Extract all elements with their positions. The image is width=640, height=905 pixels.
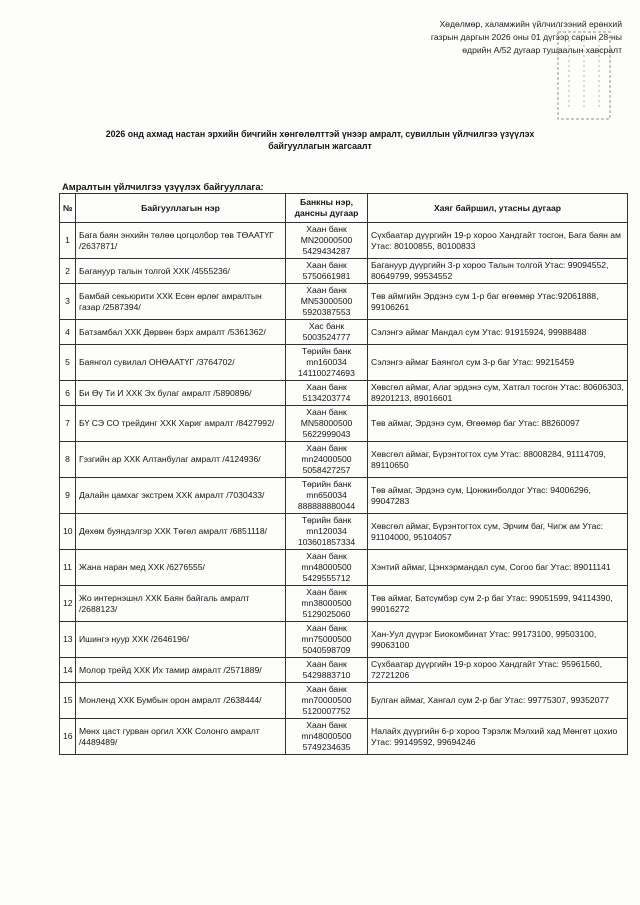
address-phone: Төв аймаг, Батсүмбэр сум 2-р баг Утас: 99051599, 94114390, 99016272: [368, 586, 628, 622]
bank-account: [286, 381, 368, 406]
organization-name: Бамбай секьюрити ХХК Есөн өрлөг амралтын газар /2587394/: [76, 284, 286, 320]
approval-line-1: Хөдөлмөр, халамжийн үйлчилгээний ерөнхий: [439, 19, 622, 29]
account-line: mn650034: [306, 490, 347, 500]
header-bank: Банкны нэр, дансны дугаар: [286, 194, 368, 223]
bank-account: [286, 223, 368, 259]
row-number: 11: [60, 550, 76, 586]
bank-name: Төрийн банк: [301, 346, 352, 356]
bank-name: Төрийн банк: [301, 479, 352, 489]
bank-account: [286, 320, 368, 345]
approval-line-3: өдрийн А/52 дугаар тушаалын хавсралт: [462, 45, 622, 55]
document-title: [60, 128, 580, 152]
row-number: 13: [60, 622, 76, 658]
bank-name: Хаан банк: [306, 659, 347, 669]
row-number: 3: [60, 284, 76, 320]
address-phone: Хөвсгөл аймаг, Бүрэнтогтох сум Утас: 88008284, 91114709, 89110650: [368, 442, 628, 478]
organization-name: Батзамбал ХХК Дөрвөн бэрх амралт /5361362/: [76, 320, 286, 345]
account-line: 5429555712: [302, 573, 351, 583]
address-phone: Сэлэнгэ аймаг Мандал сум Утас: 91915924, 99988488: [368, 320, 628, 345]
organization-name: Далайн цамхаг экстрем ХХК амралт /7030433/: [76, 478, 286, 514]
account-line: MN53000500: [300, 296, 353, 306]
bank-name: Төрийн банк: [301, 515, 352, 525]
account-line: 103601857334: [297, 537, 356, 547]
organization-name: БҮ СЭ СО трейдинг ХХК Хариг амралт /8427992/: [76, 406, 286, 442]
row-number: 6: [60, 381, 76, 406]
address-phone: Хан-Уул дүүрэг Биокомбинат Утас: 99173100, 99503100, 99063100: [368, 622, 628, 658]
account-line: mn38000500: [301, 598, 352, 608]
table-row: [60, 259, 628, 284]
row-number: 2: [60, 259, 76, 284]
table-body: [60, 223, 628, 755]
account-line: mn75000500: [301, 634, 352, 644]
bank-name: Хаан банк: [306, 443, 347, 453]
section-title: Амралтын үйлчилгээ үзүүлэх байгууллага:: [62, 181, 264, 192]
table-row: [60, 478, 628, 514]
address-phone: Төв аймгийн Эрдэнэ сум 1-р баг өгөөмөр Утас:92061888, 99106261: [368, 284, 628, 320]
bank-account: [286, 550, 368, 586]
table-row: [60, 223, 628, 259]
address-phone: Багануур дүүргийн 3-р хороо Талын толгой Утас: 99094552, 80649799, 99534552: [368, 259, 628, 284]
account-line: 5750661981: [302, 271, 351, 281]
table-row: [60, 586, 628, 622]
stamp-icon: [554, 28, 614, 123]
bank-name: Хас банк: [308, 321, 345, 331]
bank-account: [286, 719, 368, 755]
address-phone: Булган аймаг, Хангал сум 2-р баг Утас: 99775307, 99352077: [368, 683, 628, 719]
account-line: MN58000500: [300, 418, 353, 428]
address-phone: Сэлэнгэ аймаг Баянгол сум 3-р баг Утас: 99215459: [368, 345, 628, 381]
row-number: 4: [60, 320, 76, 345]
row-number: 12: [60, 586, 76, 622]
bank-account: [286, 345, 368, 381]
bank-name: Хаан банк: [306, 382, 347, 392]
bank-name: Хаан банк: [306, 587, 347, 597]
bank-account: [286, 284, 368, 320]
account-line: 5749234635: [302, 742, 351, 752]
address-phone: Сүхбаатар дүүргийн 19-р хороо Хандгайт тосгон, Бага баян ам Утас: 80100855, 80100833: [368, 223, 628, 259]
bank-account: [286, 586, 368, 622]
account-line: 5058427257: [302, 465, 351, 475]
document-title-line-1: 2026 онд ахмад настан эрхийн бичгийн хөнгөлөлттэй үнээр амралт, сувиллын үйлчилгээ үзүүлэх: [105, 129, 535, 139]
organization-name: Гэзгийн ар ХХК Алтанбулаг амралт /4124936/: [76, 442, 286, 478]
table-row: [60, 683, 628, 719]
row-number: 16: [60, 719, 76, 755]
row-number: 14: [60, 658, 76, 683]
address-phone: Хэнтий аймаг, Цэнхэрмандал сум, Согоо баг Утас: 89011141: [368, 550, 628, 586]
bank-account: [286, 478, 368, 514]
account-line: 5429883710: [302, 670, 351, 680]
organization-name: Мөнх цаст гурван оргил ХХК Солонго амралт /4489489/: [76, 719, 286, 755]
organization-name: Бага баян энхийн төлөө цогцолбор төв ТӨААТҮГ /2637871/: [76, 223, 286, 259]
table-row: [60, 284, 628, 320]
bank-name: Хаан банк: [306, 623, 347, 633]
table-row: [60, 622, 628, 658]
account-line: MN20000500: [300, 235, 353, 245]
account-line: mn48000500: [301, 731, 352, 741]
table-header-row: [60, 194, 628, 223]
approval-line-2: газрын даргын 2026 оны 01 дүгээр сарын 28-ны: [430, 32, 622, 42]
bank-account: [286, 406, 368, 442]
account-line: 5429434287: [302, 246, 351, 256]
table-row: [60, 550, 628, 586]
table-row: [60, 442, 628, 478]
organization-name: Жана наран мед ХХК /6276555/: [76, 550, 286, 586]
account-line: 5129025060: [302, 609, 351, 619]
header-address: Хаяг байршил, утасны дугаар: [368, 194, 628, 223]
account-line: 5134203774: [302, 393, 351, 403]
table-row: [60, 381, 628, 406]
bank-account: [286, 622, 368, 658]
bank-name: Хаан банк: [306, 720, 347, 730]
document-title-line-2: байгууллагын жагсаалт: [268, 141, 372, 151]
bank-account: [286, 259, 368, 284]
organization-name: Дөхөм буяндэлгэр ХХК Төгөл амралт /6851118/: [76, 514, 286, 550]
bank-name: Хаан банк: [306, 285, 347, 295]
row-number: 15: [60, 683, 76, 719]
organization-name: Ишингэ нуур ХХК /2646196/: [76, 622, 286, 658]
row-number: 7: [60, 406, 76, 442]
account-line: mn70000500: [301, 695, 352, 705]
organization-name: Жо интернэшнл ХХК Баян байгаль амралт /2688123/: [76, 586, 286, 622]
table-row: [60, 658, 628, 683]
account-line: 141100274693: [298, 368, 355, 378]
account-line: 5120007752: [302, 706, 351, 716]
account-line: mn120034: [306, 526, 347, 536]
account-line: 5040598709: [302, 645, 351, 655]
address-phone: Сүхбаатар дүүргийн 19-р хороо Хандгайт Утас: 95961560, 72721206: [368, 658, 628, 683]
organization-name: Би Өү Ти И ХХК Эх булаг амралт /5890896/: [76, 381, 286, 406]
table-row: [60, 345, 628, 381]
organization-name: Монленд ХХК Бумбын орон амралт /2638444/: [76, 683, 286, 719]
account-line: mn160034: [306, 357, 347, 367]
header-organization: Байгууллагын нэр: [76, 194, 286, 223]
address-phone: Налайх дүүргийн 6-р хороо Тэрэлж Мэлхий хад Мөнгөт цохио Утас: 99149592, 99694246: [368, 719, 628, 755]
bank-name: Хаан банк: [306, 407, 347, 417]
row-number: 10: [60, 514, 76, 550]
header-number: №: [60, 194, 76, 223]
address-phone: Төв аймаг, Эрдэнэ сум, Өгөөмөр баг Утас: 88260097: [368, 406, 628, 442]
account-line: 888888880044: [297, 501, 356, 511]
address-phone: Хөвсгөл аймаг, Алаг эрдэнэ сум, Хатгал тосгон Утас: 80606303, 89201213, 89016601: [368, 381, 628, 406]
organization-name: Баянгол сувилал ОНӨААТҮГ /3764702/: [76, 345, 286, 381]
bank-account: [286, 442, 368, 478]
bank-account: [286, 683, 368, 719]
row-number: 8: [60, 442, 76, 478]
bank-account: [286, 658, 368, 683]
organization-name: Багануур талын толгой ХХК /4555236/: [76, 259, 286, 284]
table-row: [60, 719, 628, 755]
organization-name: Молор трейд ХХК Их тамир амралт /2571889/: [76, 658, 286, 683]
bank-account: [286, 514, 368, 550]
table-row: [60, 406, 628, 442]
address-phone: Төв аймаг, Эрдэнэ сум, Цонжинболдог Утас: 94006296, 99047283: [368, 478, 628, 514]
bank-name: Хаан банк: [306, 684, 347, 694]
row-number: 5: [60, 345, 76, 381]
account-line: mn48000500: [301, 562, 352, 572]
bank-name: Хаан банк: [306, 260, 347, 270]
table-row: [60, 514, 628, 550]
row-number: 1: [60, 223, 76, 259]
row-number: 9: [60, 478, 76, 514]
organizations-table: [59, 193, 628, 755]
account-line: mn24000500: [301, 454, 352, 464]
address-phone: Хөвсгөл аймаг, Бүрэнтогтох сум, Эрчим баг, Чигж ам Утас: 91104000, 95104057: [368, 514, 628, 550]
account-line: 5920387553: [302, 307, 351, 317]
account-line: 5622999043: [302, 429, 351, 439]
account-line: 5003524777: [302, 332, 351, 342]
bank-name: Хаан банк: [306, 551, 347, 561]
bank-name: Хаан банк: [306, 224, 347, 234]
table-row: [60, 320, 628, 345]
